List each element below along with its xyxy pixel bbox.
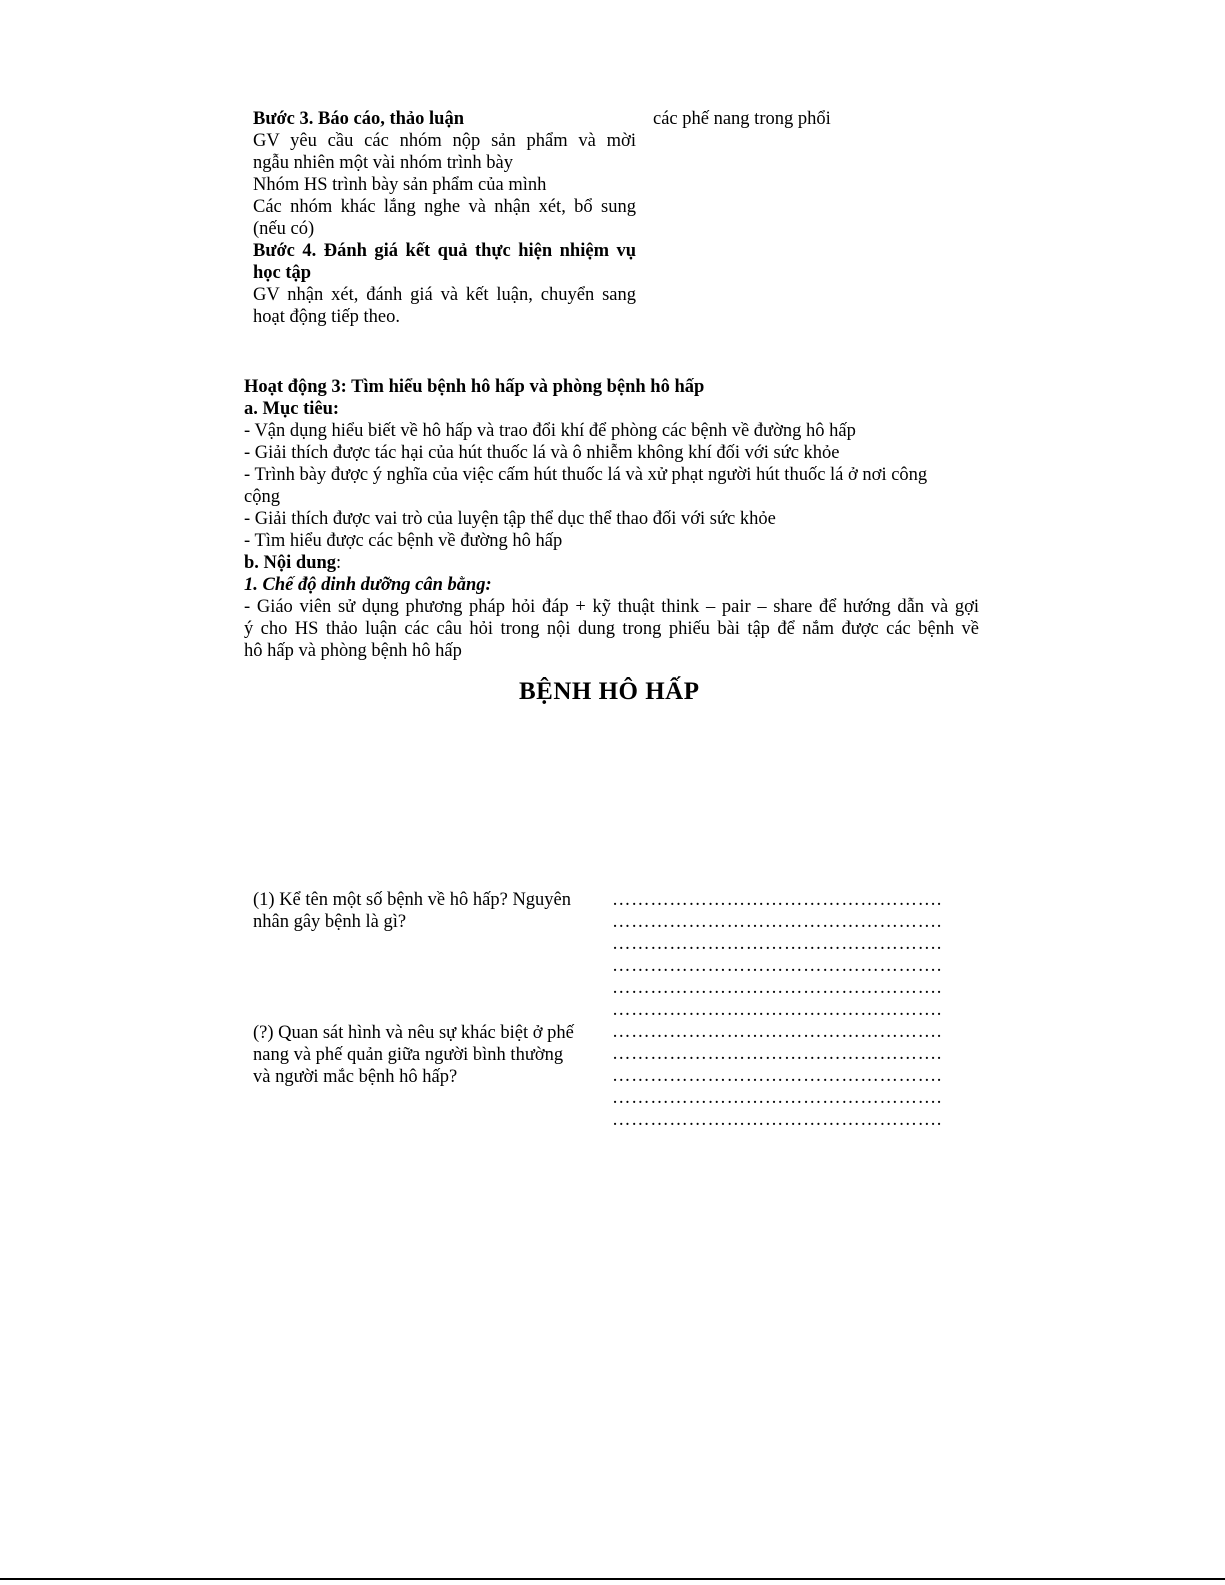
answer-line[interactable]: ……………………………………………. [612, 1000, 942, 1020]
answer-line[interactable]: ……………………………………………. [612, 1044, 942, 1064]
table-right-cell [653, 108, 973, 130]
method-line: ý cho HS thảo luận các câu hỏi trong nội dung trong phiếu bài tập để nắm được các bệnh về [244, 619, 979, 639]
step4-line: GV nhận xét, đánh giá và kết luận, chuyển sang [253, 285, 636, 305]
step3-line: ngẫu nhiên một vài nhóm trình bày [253, 153, 513, 173]
answer-line[interactable]: ……………………………………………. [612, 1088, 942, 1108]
objective-item: cộng [244, 487, 280, 507]
objective-item: - Trình bày được ý nghĩa của việc cấm hút thuốc lá và xử phạt người hút thuốc lá ở nơi công [244, 465, 928, 485]
step3-line: (nếu có) [253, 219, 315, 239]
question-2 [253, 1022, 603, 1088]
question-1 [253, 889, 603, 933]
content-label-line [244, 552, 979, 574]
answer-line[interactable]: ……………………………………………. [612, 956, 942, 976]
objective-item: - Giải thích được vai trò của luyện tập thể dục thể thao đối với sức khỏe [244, 509, 776, 529]
step4-line: hoạt động tiếp theo. [253, 307, 400, 327]
page-bottom-rule [0, 1578, 1225, 1580]
objective-item: - Giải thích được tác hại của hút thuốc lá và ô nhiễm không khí đối với sức khỏe [244, 443, 840, 463]
step3-title: Bước 3. Báo cáo, thảo luận [253, 109, 464, 129]
question-1-line: (1) Kể tên một số bệnh về hô hấp? Nguyên [253, 890, 572, 910]
answer-line[interactable]: ……………………………………………. [612, 912, 942, 932]
question-2-line: nang và phế quản giữa người bình thường [253, 1045, 564, 1065]
question-2-line: (?) Quan sát hình và nêu sự khác biệt ở phế [253, 1023, 574, 1043]
step3-line: GV yêu cầu các nhóm nộp sản phẩm và mời [253, 131, 636, 151]
answer-line[interactable]: ……………………………………………. [612, 1110, 942, 1130]
step3-line: Các nhóm khác lắng nghe và nhận xét, bổ sung [253, 197, 636, 217]
step4-title: Bước 4. Đánh giá kết quả thực hiện nhiệm vụ [253, 241, 636, 261]
question-2-line: và người mắc bệnh hô hấp? [253, 1067, 458, 1087]
method-line: - Giáo viên sử dụng phương pháp hỏi đáp + kỹ thuật think – pair – share để hướng dẫn và gợi [244, 597, 979, 617]
step4-title: học tập [253, 263, 312, 283]
answer-line[interactable]: ……………………………………………. [612, 1022, 942, 1042]
answer-line[interactable]: ……………………………………………. [612, 978, 942, 998]
objective-item: - Tìm hiểu được các bệnh về đường hô hấp [244, 531, 563, 551]
answer-line[interactable]: ……………………………………………. [612, 934, 942, 954]
question-1-line: nhân gây bệnh là gì? [253, 912, 407, 932]
objectives-label: a. Mục tiêu: [244, 399, 340, 419]
section1-title: 1. Chế độ dinh dưỡng cân bằng: [244, 575, 492, 595]
activity3-heading: Hoạt động 3: Tìm hiểu bệnh hô hấp và phòng bệnh hô hấp [244, 377, 705, 397]
method-line: hô hấp và phòng bệnh hô hấp [244, 641, 462, 661]
answer-line[interactable]: ……………………………………………. [612, 1066, 942, 1086]
right-cell-text: các phế nang trong phổi [653, 109, 831, 129]
content-label: b. Nội dung [244, 553, 337, 573]
activity3-section [244, 376, 979, 662]
answer-area [612, 889, 962, 1131]
objective-item: - Vận dụng hiểu biết về hô hấp và trao đổi khí để phòng các bệnh về đường hô hấp [244, 421, 856, 441]
answer-line[interactable]: ……………………………………………. [612, 890, 942, 910]
step3-line: Nhóm HS trình bày sản phẩm của mình [253, 175, 547, 195]
table-left-cell [253, 108, 636, 328]
content-colon: : [336, 553, 342, 573]
worksheet-title: BỆNH HÔ HẤP [519, 678, 700, 705]
